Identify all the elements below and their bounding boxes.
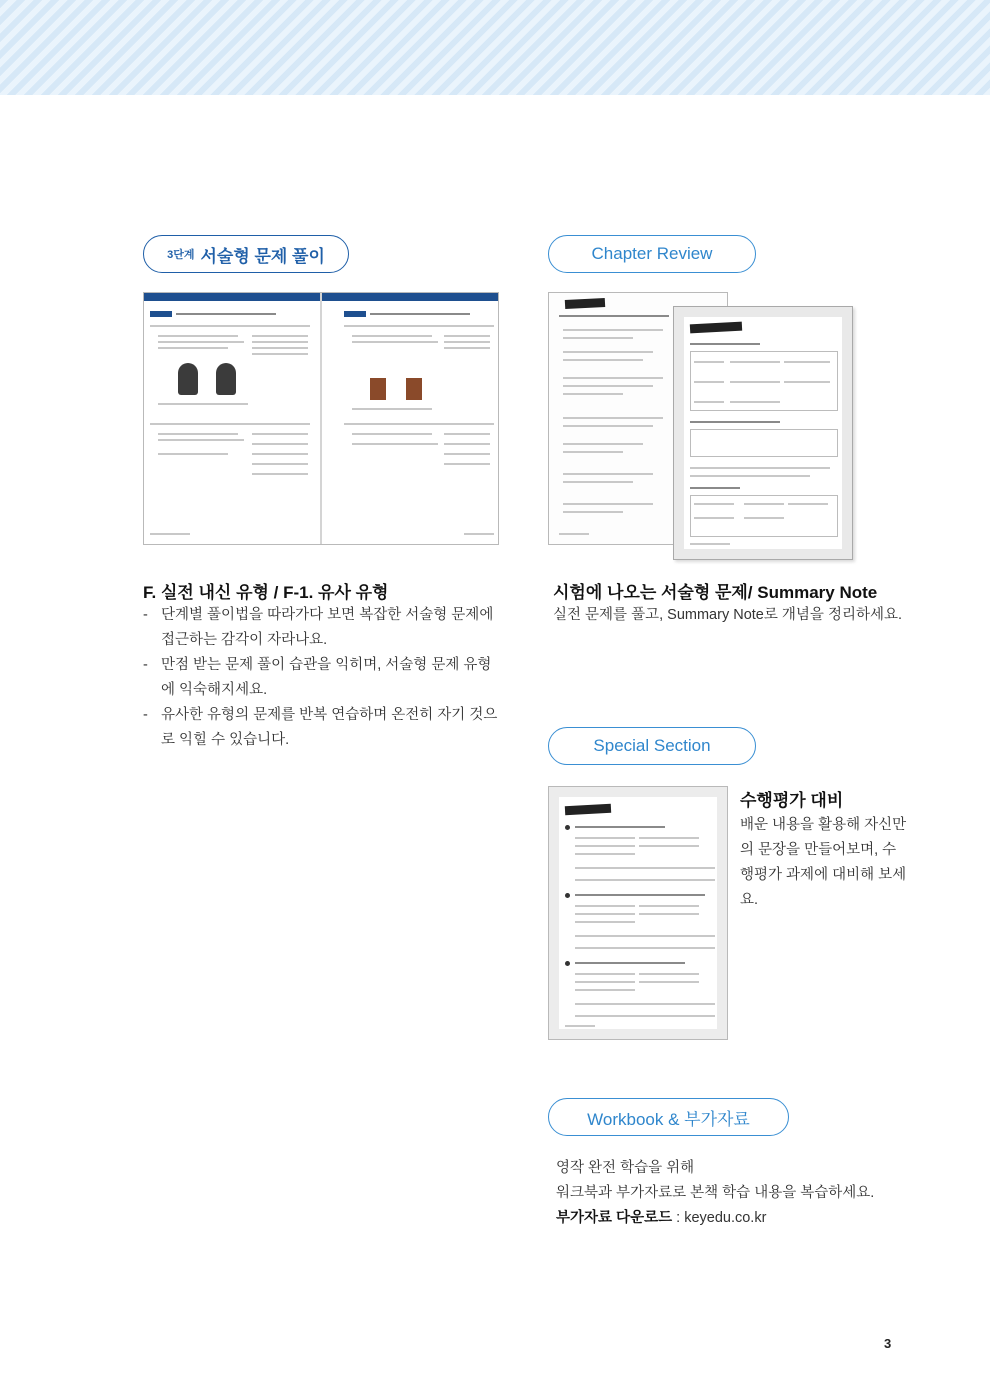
special-section-title: 수행평가 대비 — [740, 791, 844, 810]
summary-note-thumbnail — [673, 306, 853, 560]
special-section-pill: Special Section — [548, 727, 756, 765]
decorative-header-band — [0, 0, 990, 95]
bullet-item: - 단계별 풀이법을 따라가다 보면 복잡한 서술형 문제에 접근하는 감각이 자라나요. — [143, 607, 494, 648]
workbook-pill: Workbook & 부가자료 — [548, 1098, 789, 1136]
page-tag — [565, 298, 605, 309]
person-figure — [178, 363, 198, 395]
summary-note-page — [684, 317, 842, 549]
workbook-line-1: 영작 완전 학습을 위해 — [556, 1160, 695, 1176]
spread-fold-line — [320, 293, 322, 544]
page-tag — [565, 804, 611, 815]
bullet-dot — [565, 893, 570, 898]
podium-figure — [406, 378, 422, 400]
download-label: 부가자료 다운로드 — [556, 1210, 673, 1226]
step-number-label: 3단계 — [167, 249, 195, 261]
review-section-title: 시험에 나오는 서술형 문제/ Summary Note — [553, 583, 878, 602]
page-tag — [690, 322, 742, 334]
download-url[interactable]: keyedu.co.kr — [684, 1210, 767, 1226]
special-section-desc: 배운 내용을 활용해 자신만의 문장을 만들어보며, 수행평가 과제에 대비해 보세요. — [740, 817, 907, 908]
chapter-review-pill: Chapter Review — [548, 235, 756, 273]
special-section-thumbnail — [548, 786, 728, 1040]
step-section-pill — [143, 235, 349, 273]
bullet-item: - 만점 받는 문제 풀이 습관을 익히며, 서술형 문제 유형에 익숙해지세요. — [143, 657, 492, 698]
bullet-dot — [565, 825, 570, 830]
section-tag — [150, 311, 172, 317]
f-section-title: F. 실전 내신 유형 / F-1. 유사 유형 — [143, 583, 389, 602]
download-separator: : — [672, 1210, 685, 1226]
summary-table — [690, 429, 838, 457]
podium-figure — [370, 378, 386, 400]
download-line — [556, 1206, 936, 1231]
workbook-line-2: 워크북과 부가자료로 본책 학습 내용을 복습하세요. — [556, 1185, 875, 1201]
bullet-item: - 유사한 유형의 문제를 반복 연습하며 온전히 자기 것으로 익힐 수 있습니다. — [143, 707, 498, 748]
page-number: 3 — [884, 1336, 892, 1351]
textbook-spread-thumbnail — [143, 292, 499, 545]
special-section-page — [559, 797, 717, 1029]
summary-table — [690, 495, 838, 537]
review-section-desc: 실전 문제를 풀고, Summary Note로 개념을 정리하세요. — [553, 607, 903, 623]
f-section-bullets — [143, 603, 503, 753]
section-tag — [344, 311, 366, 317]
workbook-section-desc — [556, 1156, 936, 1231]
step-title-label: 서술형 문제 풀이 — [200, 246, 325, 266]
bullet-dot — [565, 961, 570, 966]
person-figure — [216, 363, 236, 395]
